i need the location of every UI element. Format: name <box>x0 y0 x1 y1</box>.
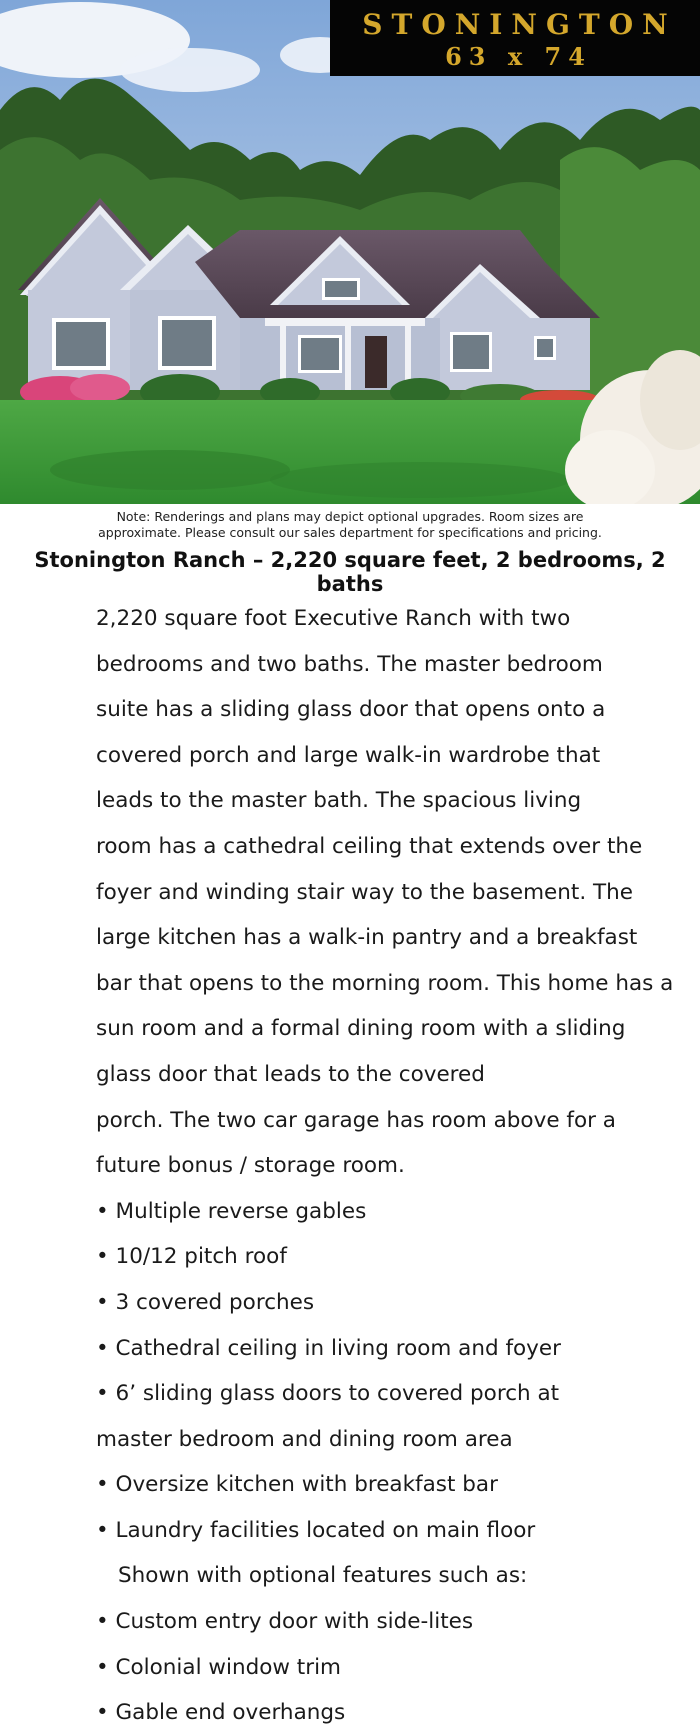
feature-item: • Laundry facilities located on main floor <box>96 1517 536 1543</box>
description-line: room has a cathedral ceiling that extends over the <box>96 833 643 859</box>
description-line: large kitchen has a walk-in pantry and a breakfast <box>96 925 638 951</box>
feature-item: • Multiple reverse gables <box>96 1198 367 1224</box>
description-line: 2,220 square foot Executive Ranch with two <box>96 606 571 631</box>
optional-feature-item: • Gable end overhangs <box>96 1700 346 1726</box>
description-line: covered porch and large walk-in wardrobe that <box>96 742 601 768</box>
model-dimensions: 63 x 74 <box>445 42 592 71</box>
description-line: porch. The two car garage has room above for a <box>96 1107 616 1133</box>
description-line: future bonus / storage room. <box>96 1153 405 1179</box>
description-line: foyer and winding stair way to the basement. The <box>96 879 633 905</box>
description-line: bar that opens to the morning room. This home has a <box>96 970 674 996</box>
feature-item: • 10/12 pitch roof <box>96 1244 287 1270</box>
model-name: STONINGTON <box>362 8 677 41</box>
description-line: bedrooms and two baths. The master bedroom <box>96 651 603 677</box>
feature-item: • 6’ sliding glass doors to covered porch at <box>96 1381 560 1407</box>
disclaimer-note <box>90 509 610 541</box>
feature-item: • Oversize kitchen with breakfast bar <box>96 1472 498 1498</box>
feature-item: • Cathedral ceiling in living room and foyer <box>96 1335 561 1361</box>
house-rendering <box>0 0 700 504</box>
description-body <box>96 596 686 1736</box>
description-line: suite has a sliding glass door that opens onto a <box>96 697 606 723</box>
description-line: leads to the master bath. The spacious living <box>96 788 582 814</box>
optional-feature-item: • Custom entry door with side-lites <box>96 1609 474 1635</box>
disclaimer-line: approximate. Please consult our sales department for specifications and pricing. <box>98 525 602 540</box>
optional-feature-item: • Colonial window trim <box>96 1654 341 1680</box>
disclaimer-line: Note: Renderings and plans may depict optional upgrades. Room sizes are <box>116 509 584 524</box>
description-line: sun room and a formal dining room with a sliding <box>96 1016 626 1042</box>
feature-item: • 3 covered porches <box>96 1289 315 1315</box>
feature-item: master bedroom and dining room area <box>96 1426 513 1452</box>
description-line: glass door that leads to the covered <box>96 1061 485 1087</box>
page-title: Stonington Ranch – 2,220 square feet, 2 bedrooms, 2 baths <box>34 548 666 596</box>
optional-features-heading: Shown with optional features such as: <box>118 1563 528 1589</box>
model-badge <box>330 0 700 76</box>
